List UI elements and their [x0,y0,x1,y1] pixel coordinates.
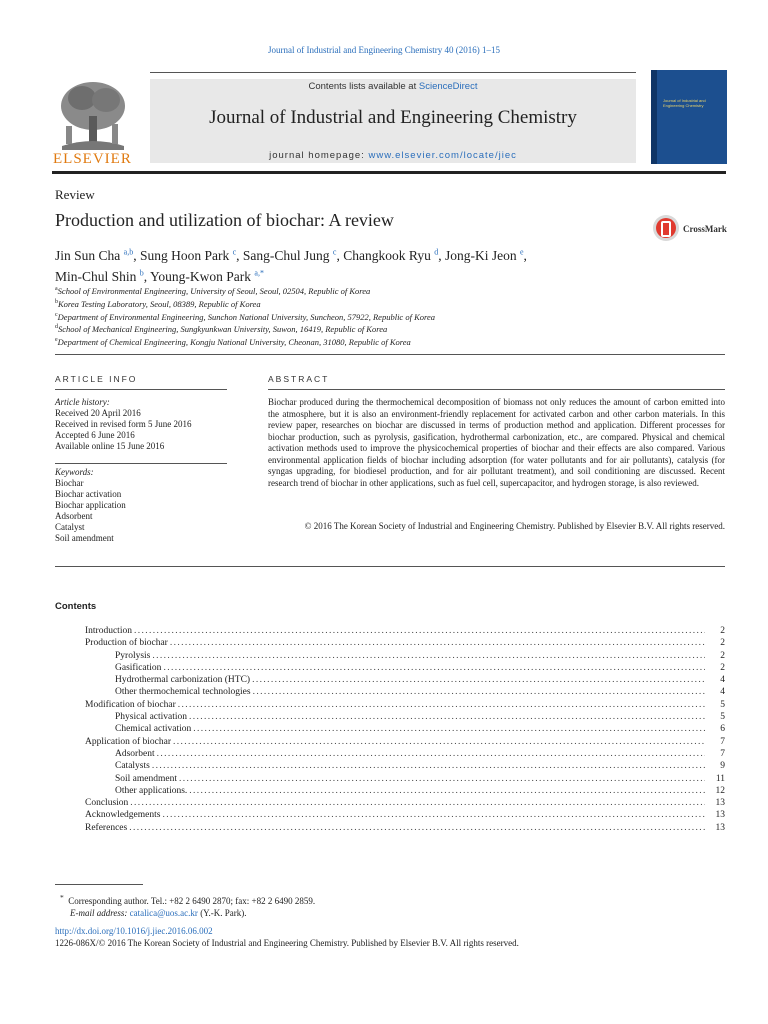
contents-heading: Contents [55,601,97,612]
affiliation-item: $^d$School of Mechanical Engineering, Sungkyunkwan University, Suwon, 16419, Republic of Korea [55,324,388,335]
toc-entry-page[interactable]: 5 [720,699,725,710]
toc-entry-title[interactable]: Conclusion [85,798,129,809]
toc-leader-dots [193,723,705,735]
toc-entry[interactable] [85,797,725,809]
toc-entry[interactable] [85,686,725,698]
toc-entry[interactable] [85,711,725,723]
author[interactable]: Sung Hoon Park $^c$, [139,247,243,263]
cover-stripe [651,70,657,164]
toc-leader-dots [179,773,705,785]
toc-entry-title[interactable]: Catalysts [115,761,150,772]
journal-homepage-line: journal homepage: www.elsevier.com/locate/jiec [269,150,517,161]
toc-entry-page[interactable]: 2 [720,650,725,661]
author[interactable]: Sang-Chul Jung $^c$, [242,247,344,263]
cover-title: Journal of Industrial and Engineering Chemistry [663,98,706,108]
footnote-rule [55,884,143,885]
abstract-body: Biochar produced during the thermochemical decomposition of biomass not only reduces the amount of carbon emitted into the atmosphere, but it is also an environment-friendly replacement for activated carbon and other carbon materials. In this review paper, researches on biochar are discussed in terms of production method and application. Different processes for biochar production, such as pyrolysis, gasification, hydrothermal carbonization, etc., are compared. Physical and chemical activation methods used to improve the physicochemical properties of biochar and their effects are also compared. Various environmental application fields of biochar including adsorption (for water pollutants and for air pollutants), catalysis (for syngas upgrading, for biodiesel production, and for air pollutant treatment), and soil conditioning are discussed. Recent research trend of biochar in other applications, such as fuel cell, supercapacitor, and hydrogen storage, is also reviewed. [268,397,725,488]
toc-entry-title[interactable]: Introduction [85,626,132,636]
toc-entry[interactable] [85,625,725,637]
toc-leader-dots [173,736,705,748]
toc-entry[interactable] [85,760,725,772]
toc-entry[interactable] [85,809,725,821]
journal-title: Journal of Industrial and Engineering Chemistry [209,107,577,128]
toc-leader-dots [134,625,705,637]
toc-leader-dots [152,650,705,662]
toc-entry-title[interactable]: Hydrothermal carbonization (HTC) [115,675,251,686]
toc-leader-dots [170,637,705,649]
toc-entry-page[interactable]: 13 [715,822,725,833]
affiliation-item: $^c$Department of Environmental Engineering, Sunchon National University, Suncheon, 57922, Republic of Korea [55,311,436,322]
history-item: Available online 15 June 2016 [55,441,165,451]
history-item: Received 20 April 2016 [55,408,141,418]
toc-entry-title[interactable]: Gasification [115,662,162,673]
affiliation-item: $^b$Korea Testing Laboratory, Seoul, 08389, Republic of Korea [55,298,261,309]
toc-entry-page[interactable]: 9 [720,761,725,772]
toc-entry-title[interactable]: Chemical activation [115,724,192,735]
keyword: Biochar [55,478,84,488]
keywords-label: Keywords: [55,467,94,477]
toc-entry[interactable] [85,699,725,711]
toc-entry[interactable] [85,822,725,834]
toc-entry[interactable] [85,637,725,649]
toc-entry-title[interactable]: Pyrolysis [115,650,151,661]
toc-entry-title[interactable]: Soil amendment [115,773,178,784]
toc-entry-title[interactable]: Production of biochar [85,638,168,649]
keyword: Biochar activation [55,489,122,499]
toc-entry-page[interactable]: 4 [720,687,725,698]
toc-leader-dots [163,662,705,674]
toc-entry-title[interactable]: Other thermochemical technologies [115,687,251,698]
author[interactable]: Min-Chul Shin $^b$, [55,268,151,284]
abstract-heading: ABSTRACT [268,374,330,384]
journal-cover-thumbnail[interactable] [651,70,727,164]
author[interactable]: Changkook Ryu $^d$, [343,247,445,263]
history-item: Received in revised form 5 June 2016 [55,419,192,429]
toc-entry-title[interactable]: Modification of biochar [85,699,176,710]
toc-entry[interactable] [85,736,725,748]
toc-leader-dots [253,686,705,698]
toc-entry-page[interactable]: 7 [720,748,725,759]
author[interactable]: Jin Sun Cha $^{a,b}$, [55,247,140,263]
header-bottom-rule [52,171,726,174]
toc-entry-title[interactable]: Physical activation [115,712,188,723]
keyword: Adsorbent [55,511,93,521]
toc-entry[interactable] [85,723,725,735]
article-info-heading: ARTICLE INFO [55,374,138,384]
toc-entry-page[interactable]: 13 [715,810,725,821]
info-rule [55,463,227,464]
toc-entry[interactable] [85,650,725,662]
crossmark-icon[interactable] [652,214,680,242]
toc-entry[interactable] [85,674,725,686]
toc-leader-dots [189,785,705,797]
crossmark-label[interactable]: CrossMark [683,224,727,234]
toc-entry[interactable] [85,785,725,797]
toc-entry[interactable] [85,773,725,785]
toc-entry-title[interactable]: Adsorbent [115,748,155,759]
section-rule [55,566,725,567]
issn-copyright: 1226-086X/© 2016 The Korean Society of Industrial and Engineering Chemistry. Published by Elsevier B.V. All rights reserved. [55,938,519,948]
article-history [55,397,227,452]
email-link[interactable]: catalica@uos.ac.kr [129,908,198,918]
section-rule [55,354,725,355]
doi-link[interactable]: http://dx.doi.org/10.1016/j.jiec.2016.06.002 [55,926,213,936]
history-label: Article history: [55,397,110,407]
toc-leader-dots [152,760,705,772]
article-type: Review [55,187,95,202]
contents-available-line: Contents lists available at ScienceDirect [308,81,478,92]
toc-entry-page[interactable]: 5 [720,712,725,723]
homepage-link[interactable]: www.elsevier.com/locate/jiec [368,150,517,161]
toc-entry-page[interactable]: 2 [720,638,725,649]
toc-entry[interactable] [85,748,725,760]
abstract-copyright: © 2016 The Korean Society of Industrial and Engineering Chemistry. Published by Elsevier B.V. All rights reserved. [304,521,725,531]
info-rule [55,389,227,390]
toc-entry-page[interactable]: 13 [715,798,725,809]
toc-entry-title[interactable]: Other applications. [115,785,188,796]
article-title: Production and utilization of biochar: A review [55,210,394,230]
toc-entry[interactable] [85,662,725,674]
toc-entry-page[interactable]: 11 [715,773,725,784]
toc-entry-title[interactable]: References [85,822,128,833]
toc-leader-dots [157,748,705,760]
affiliation-item: $^a$School of Environmental Engineering, University of Seoul, Seoul, 02504, Republic of Korea [55,285,371,296]
keyword: Catalyst [55,522,85,532]
abstract-rule [268,389,725,390]
keywords [55,467,227,544]
keyword: Soil amendment [55,533,114,543]
affiliation-item: $^e$Department of Chemical Engineering, Kongju National University, Cheonan, 31080, Republic of Korea [55,337,411,348]
toc-leader-dots [252,674,705,686]
elsevier-wordmark: ELSEVIER [53,151,132,167]
table-of-contents [85,625,725,834]
history-item: Accepted 6 June 2016 [55,430,135,440]
affiliations [55,284,715,348]
toc-leader-dots [189,711,705,723]
toc-entry-page[interactable]: 4 [720,675,725,686]
corresponding-footnote: * Corresponding author. Tel.: +82 2 6490 2870; fax: +82 2 6490 2859. E-mail address: catalica@uos.ac.kr (Y.-K. Park). [60,893,316,918]
toc-leader-dots [178,699,705,711]
author[interactable]: Jong-Ki Jeon $^e$, [444,247,527,263]
toc-entry-page[interactable]: 6 [720,724,725,735]
keyword: Biochar application [55,500,126,510]
journal-citation[interactable]: Journal of Industrial and Engineering Chemistry 40 (2016) 1–15 [268,45,500,55]
header-top-rule [150,72,636,73]
sciencedirect-link[interactable]: ScienceDirect [418,81,478,92]
author-list [55,243,635,286]
author[interactable]: Young-Kwon Park $^{a,*}$ [150,268,264,284]
toc-leader-dots [129,822,705,834]
toc-leader-dots [130,797,705,809]
toc-entry-page[interactable]: 2 [720,662,725,673]
toc-entry-page[interactable]: 12 [715,785,725,796]
toc-entry-page[interactable]: 7 [720,736,725,747]
toc-entry-title[interactable]: Application of biochar [85,736,172,747]
toc-entry-page[interactable]: 2 [720,626,725,636]
toc-leader-dots [162,809,705,821]
toc-entry-title[interactable]: Acknowledgements [85,810,161,821]
